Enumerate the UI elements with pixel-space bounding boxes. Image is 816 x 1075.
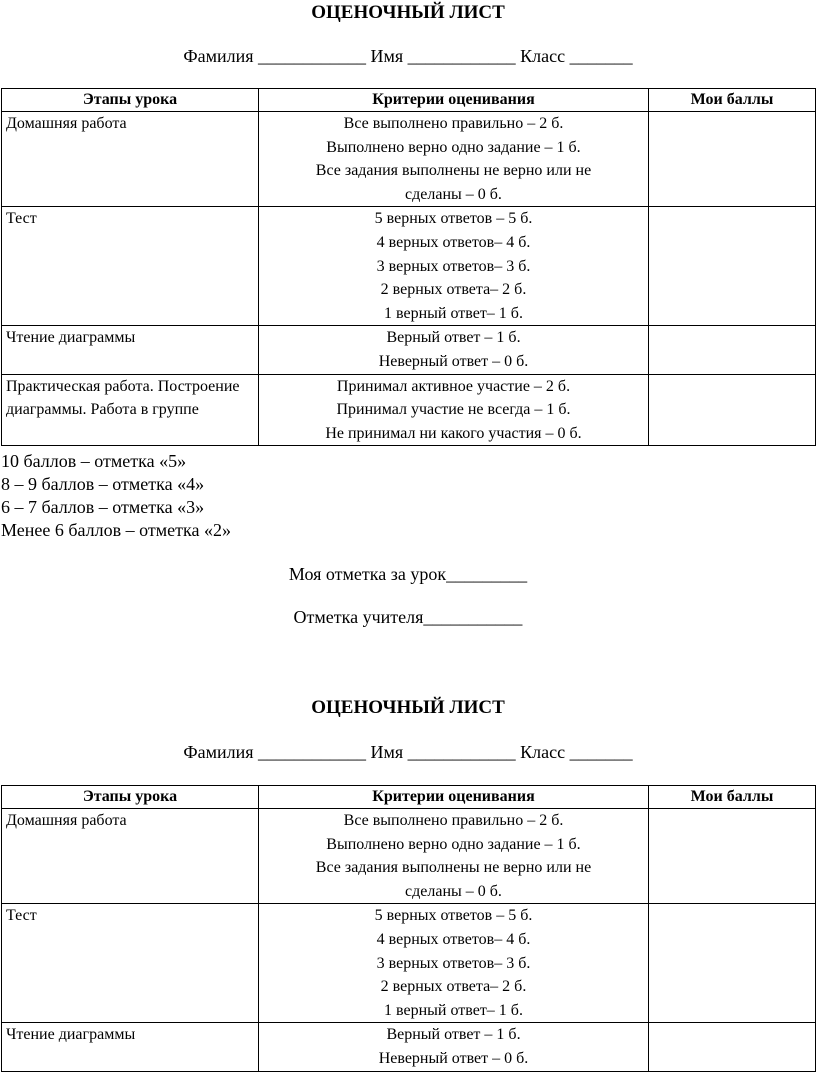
criteria-line: сделаны – 0 б.	[405, 882, 502, 900]
grade-line: 6 – 7 баллов – отметка «3»	[1, 497, 205, 517]
criteria-line: 4 верных ответов– 4 б.	[376, 233, 531, 251]
header-my-points: Мои баллы	[649, 786, 816, 809]
table-row	[2, 112, 816, 207]
criteria-line: Не принимал ни какого участия – 0 б.	[325, 424, 582, 442]
points-cell-homework[interactable]	[649, 809, 816, 904]
criteria-line: 5 верных ответов – 5 б.	[374, 907, 533, 925]
criteria-line: Выполнено верно одно задание – 1 б.	[326, 835, 581, 853]
grade-line: 8 – 9 баллов – отметка «4»	[1, 474, 205, 494]
table-row	[2, 1023, 816, 1071]
criteria-line: Неверный ответ – 0 б.	[378, 1049, 529, 1067]
criteria-line: Все задания выполнены не верно или не	[315, 162, 592, 180]
table-row	[2, 374, 816, 446]
header-criteria: Критерии оценивания	[259, 89, 649, 112]
points-cell-test[interactable]	[649, 904, 816, 1023]
header-criteria: Критерии оценивания	[259, 786, 649, 809]
criteria-line: 3 верных ответов– 3 б.	[376, 954, 531, 972]
evaluation-table	[1, 785, 816, 1072]
criteria-line: Все выполнено правильно – 2 б.	[343, 812, 564, 829]
criteria-line: Верный ответ – 1 б.	[386, 1026, 521, 1044]
student-info-line: Фамилия ____________ Имя ____________ Класс _______	[183, 742, 633, 762]
criteria-line: 2 верных ответа– 2 б.	[380, 281, 527, 299]
stage-diagram-reading: Чтение диаграммы	[2, 1023, 259, 1071]
table-row	[2, 809, 816, 904]
grade-line: Менее 6 баллов – отметка «2»	[1, 520, 231, 540]
criteria-line: Выполнено верно одно задание – 1 б.	[326, 138, 581, 156]
points-cell-practical-work[interactable]	[649, 374, 816, 446]
stage-diagram-reading: Чтение диаграммы	[2, 326, 259, 374]
points-cell-test[interactable]	[649, 207, 816, 326]
table-row	[2, 207, 816, 326]
criteria-practical-work	[259, 374, 649, 446]
header-my-points: Мои баллы	[649, 89, 816, 112]
table-row	[2, 904, 816, 1023]
points-cell-diagram-reading[interactable]	[649, 1023, 816, 1071]
stage-practical-work: Практическая работа. Построение диаграммы. Работа в группе	[2, 374, 259, 446]
table-row	[2, 326, 816, 374]
stage-homework: Домашняя работа	[2, 809, 259, 904]
criteria-line: Верный ответ – 1 б.	[386, 329, 521, 347]
header-stages: Этапы урока	[2, 89, 259, 112]
grading-scale	[1, 450, 231, 542]
teacher-mark-line: Отметка учителя___________	[293, 607, 523, 627]
student-info-line: Фамилия ____________ Имя ____________ Класс _______	[183, 46, 633, 66]
criteria-diagram-reading	[259, 1023, 649, 1071]
stage-test: Тест	[2, 207, 259, 326]
criteria-line: 4 верных ответов– 4 б.	[376, 930, 531, 948]
table-header-row	[2, 89, 816, 112]
criteria-line: 5 верных ответов – 5 б.	[374, 210, 533, 228]
criteria-diagram-reading	[259, 326, 649, 374]
my-mark-line: Моя отметка за урок_________	[288, 564, 528, 584]
criteria-line: Принимал участие не всегда – 1 б.	[336, 401, 571, 419]
criteria-line: сделаны – 0 б.	[405, 185, 502, 203]
criteria-line: 3 верных ответов– 3 б.	[376, 257, 531, 275]
criteria-line: Все выполнено правильно – 2 б.	[343, 115, 564, 132]
grade-line: 10 баллов – отметка «5»	[1, 451, 187, 471]
table-header-row	[2, 786, 816, 809]
points-cell-diagram-reading[interactable]	[649, 326, 816, 374]
criteria-homework	[259, 112, 649, 207]
points-cell-homework[interactable]	[649, 112, 816, 207]
criteria-line: Все задания выполнены не верно или не	[315, 859, 592, 877]
header-stages: Этапы урока	[2, 786, 259, 809]
criteria-test	[259, 904, 649, 1023]
criteria-line: 1 верный ответ– 1 б.	[384, 304, 523, 322]
criteria-line: 2 верных ответа– 2 б.	[380, 978, 527, 996]
sheet-title: ОЦЕНОЧНЫЙ ЛИСТ	[311, 2, 505, 23]
criteria-line: 1 верный ответ– 1 б.	[384, 1001, 523, 1019]
criteria-line: Неверный ответ – 0 б.	[378, 352, 529, 370]
sheet-title: ОЦЕНОЧНЫЙ ЛИСТ	[311, 697, 505, 718]
evaluation-table	[1, 88, 816, 446]
stage-test: Тест	[2, 904, 259, 1023]
stage-homework: Домашняя работа	[2, 112, 259, 207]
criteria-line: Принимал активное участие – 2 б.	[336, 377, 571, 395]
criteria-test	[259, 207, 649, 326]
criteria-homework	[259, 809, 649, 904]
